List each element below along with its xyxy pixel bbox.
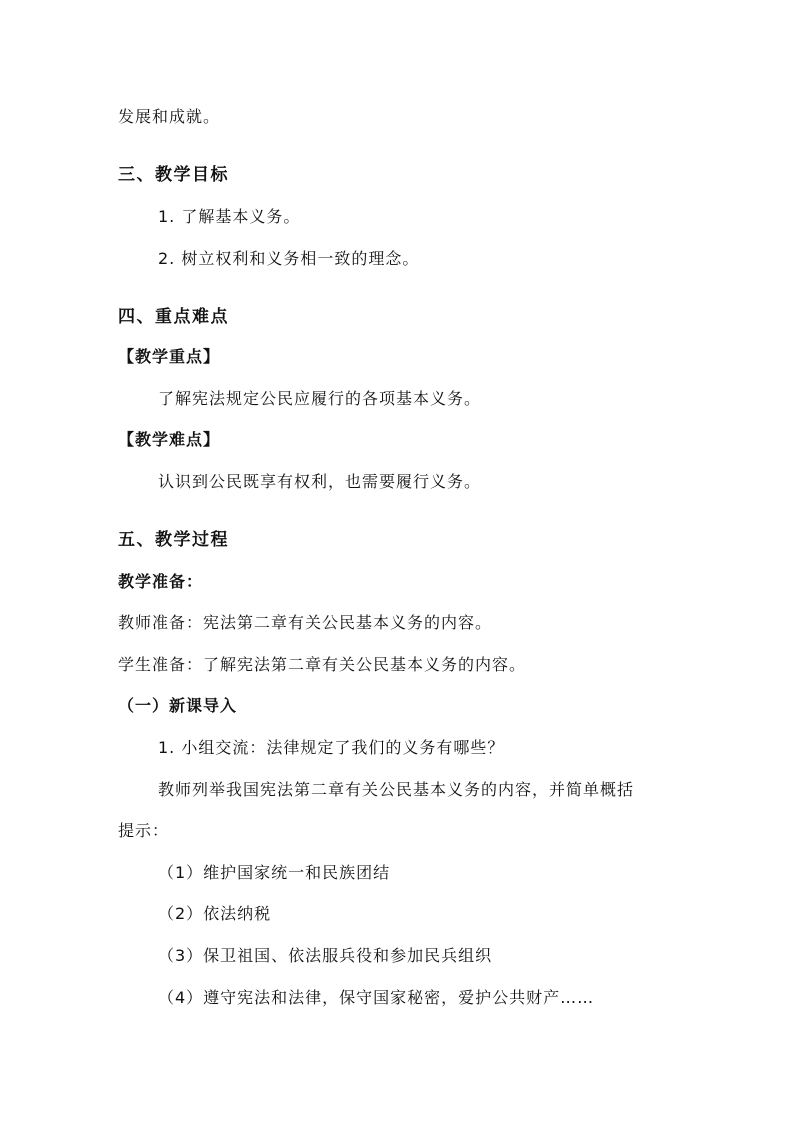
subsection-heading-intro: （一）新课导入: [118, 696, 238, 715]
section-heading-key-points: 四、重点难点: [118, 307, 229, 327]
difficulty-text: 认识到公民既享有权利，也需要履行义务。: [158, 472, 482, 491]
intro-item-1: 1. 小组交流：法律规定了我们的义务有哪些？: [158, 738, 505, 757]
section-heading-process: 五、教学过程: [118, 530, 229, 550]
section-heading-objectives: 三、教学目标: [118, 165, 229, 185]
intro-paragraph-line-2: 提示：: [118, 821, 170, 840]
hint-item-4: （4）遵守宪法和法律，保守国家秘密，爱护公共财产……: [158, 988, 595, 1007]
paragraph-continuation: 发展和成就。: [118, 107, 221, 126]
key-point-text: 了解宪法规定公民应履行的各项基本义务。: [158, 389, 482, 408]
hint-item-1: （1）维护国家统一和民族团结: [158, 863, 391, 882]
student-preparation: 学生准备：了解宪法第二章有关公民基本义务的内容。: [118, 655, 527, 674]
key-point-label: 【教学重点】: [118, 347, 221, 366]
hint-item-2: （2）依法纳税: [158, 904, 272, 923]
preparation-label: 教学准备：: [118, 572, 204, 591]
intro-paragraph-line-1: 教师列举我国宪法第二章有关公民基本义务的内容，并简单概括: [158, 780, 635, 799]
objective-item-2: 2. 树立权利和义务相一致的理念。: [158, 249, 420, 268]
teacher-preparation: 教师准备：宪法第二章有关公民基本义务的内容。: [118, 613, 493, 632]
hint-item-3: （3）保卫祖国、依法服兵役和参加民兵组织: [158, 946, 493, 965]
objective-item-1: 1. 了解基本义务。: [158, 207, 301, 226]
difficulty-label: 【教学难点】: [118, 430, 221, 449]
